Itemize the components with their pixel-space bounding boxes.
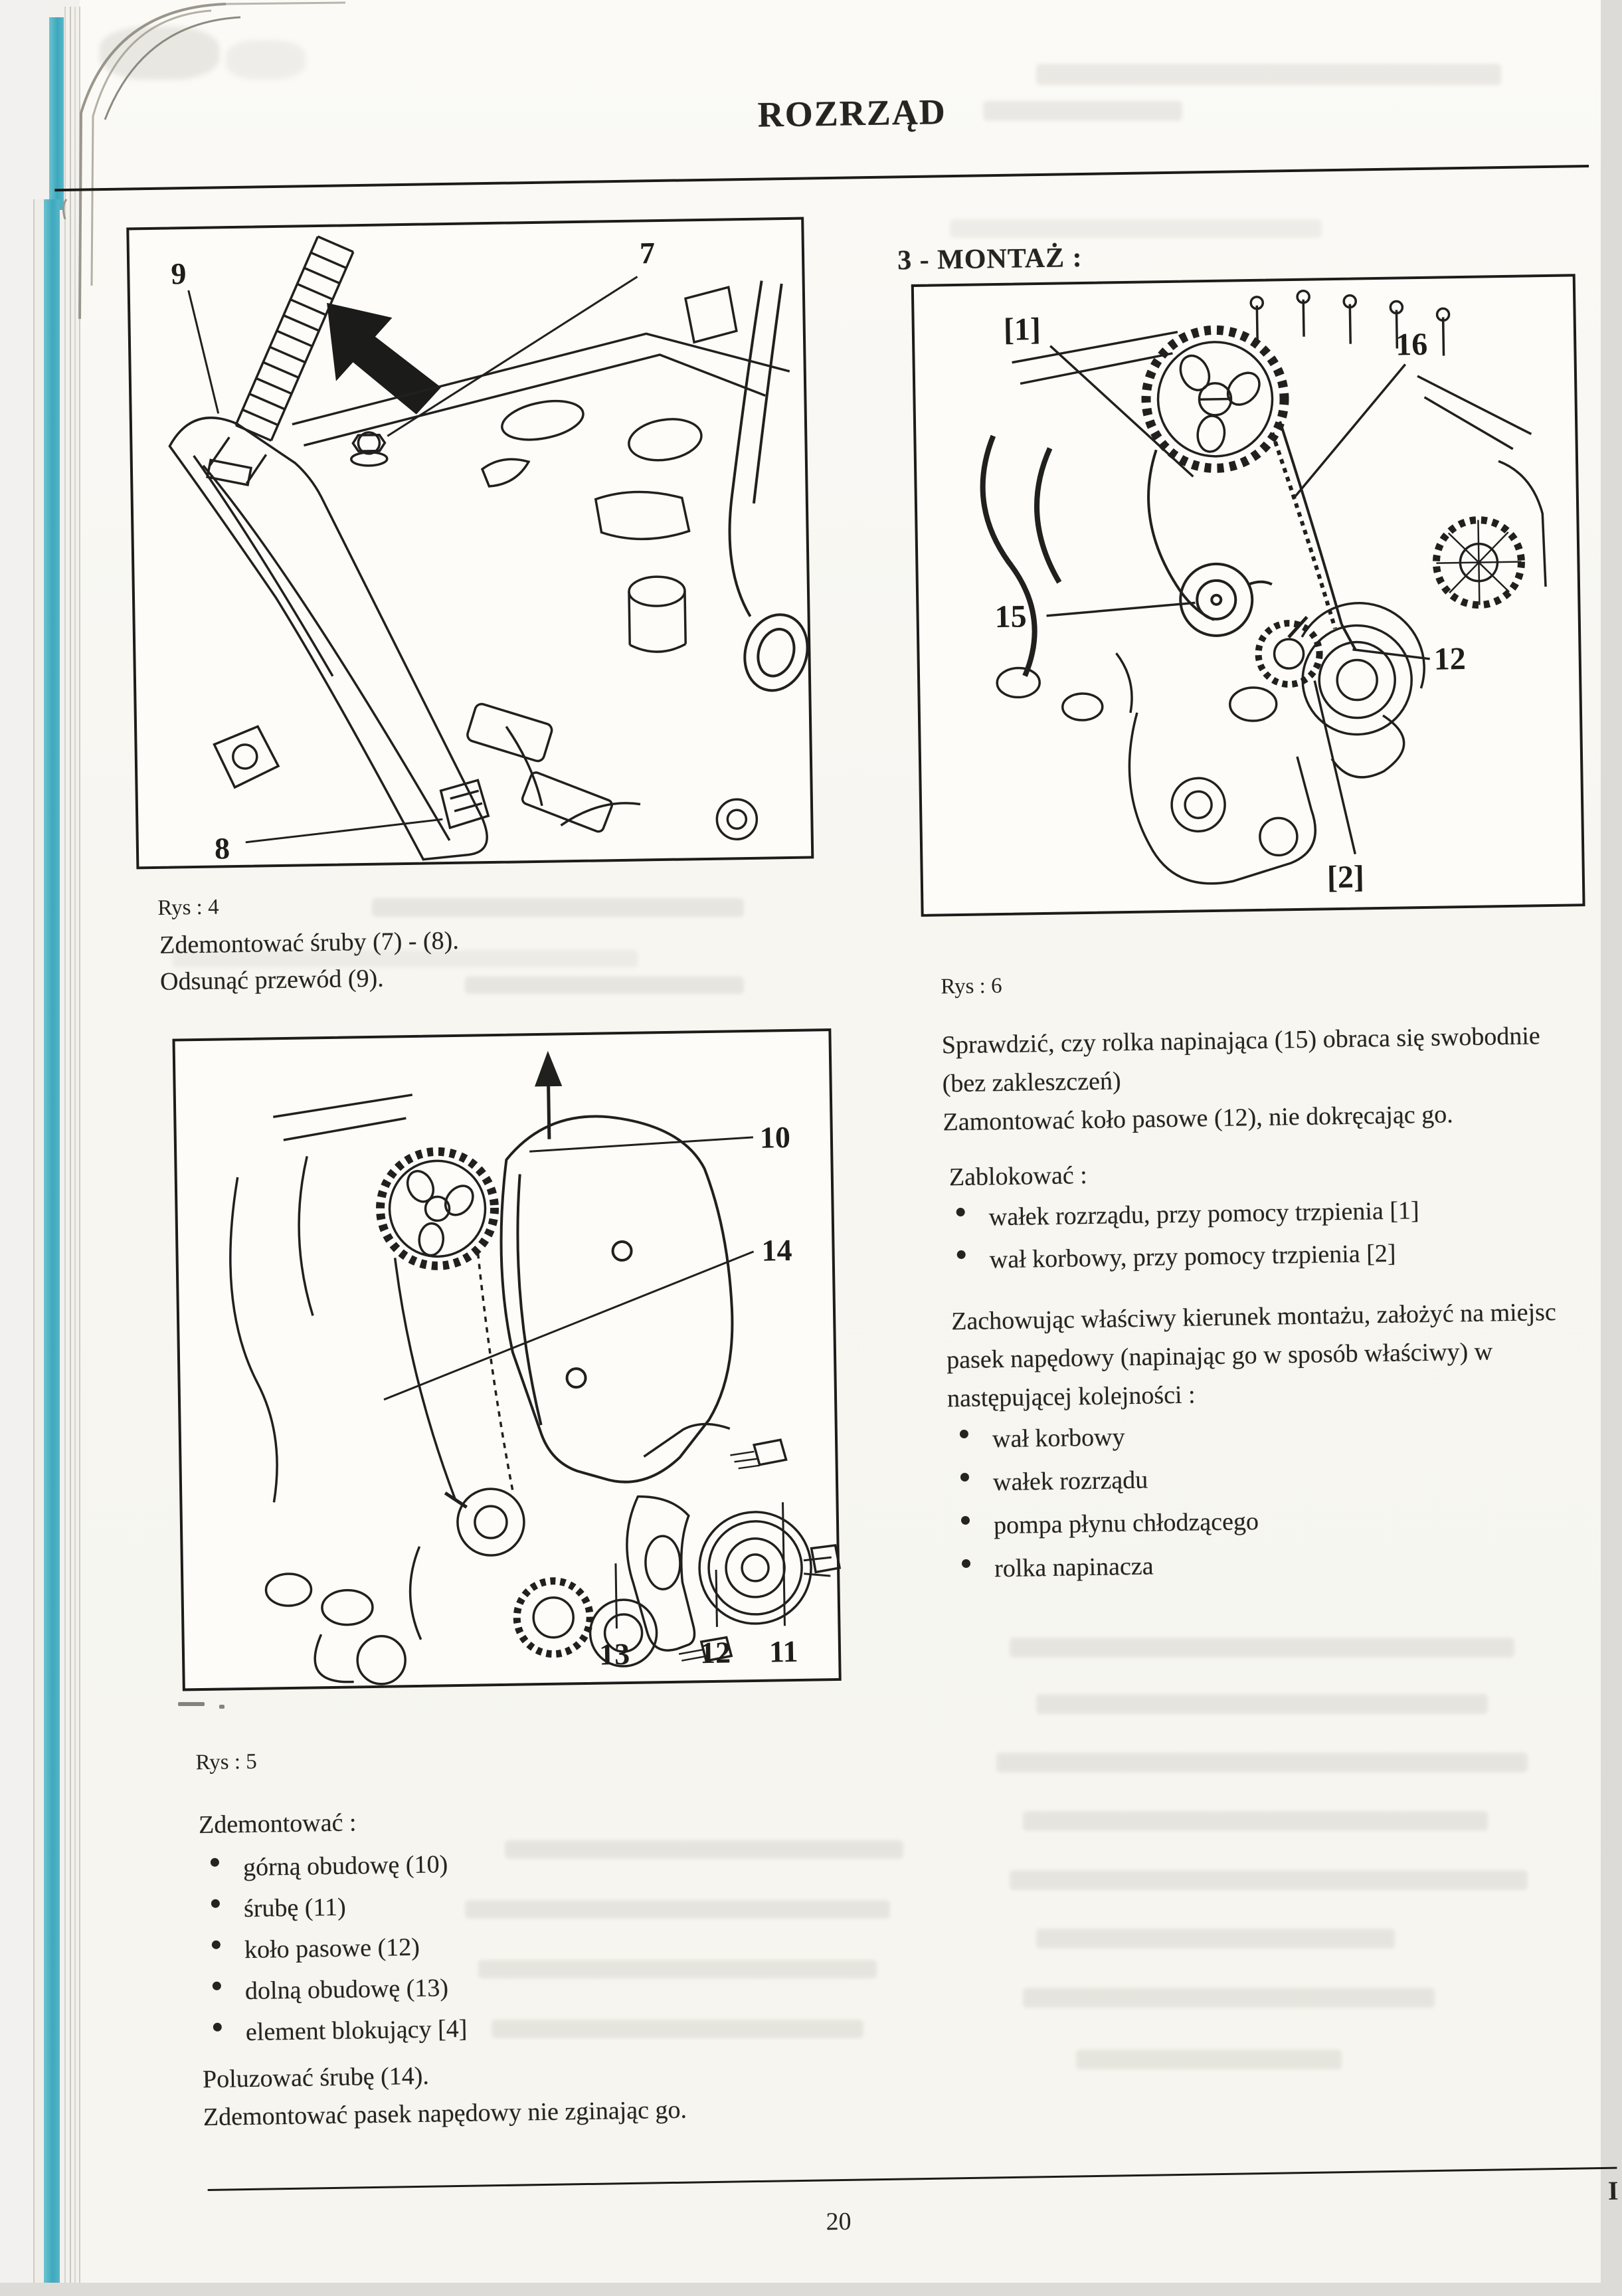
fig6-label-1: [1]: [1003, 311, 1041, 347]
list-item-label: wał korbowy, przy pomocy trzpienia [2]: [989, 1239, 1396, 1274]
fig5-instruction-line: Zdemontować pasek napędowy nie zginając go.: [203, 2095, 687, 2132]
bullet-icon: [956, 1208, 965, 1216]
bullet-icon: [962, 1559, 970, 1568]
montaz-paragraph-line: pasek napędowy (napinając go w sposób właściwy) w: [946, 1337, 1493, 1375]
list-item-label: dolną obudowę (13): [244, 1974, 449, 2006]
list-item: [960, 1422, 1125, 1454]
fig4-instruction-line: Odsunąć przewód (9).: [159, 964, 385, 996]
header-rule: [54, 165, 1589, 191]
fig6-label-2: [2]: [1326, 859, 1365, 896]
list-item: [956, 1196, 1419, 1232]
fig5-label-13: 13: [598, 1636, 630, 1672]
fig6-label-16: 16: [1395, 326, 1428, 363]
list-item-label: rolka napinacza: [994, 1552, 1154, 1583]
fig4-caption: Rys : 4: [157, 895, 219, 920]
edge-partial-letter: I: [1607, 2175, 1619, 2206]
fig6-caption: Rys : 6: [941, 973, 1002, 999]
fig4-label-7: 7: [639, 236, 656, 270]
list-item-label: wałek rozrządu, przy pomocy trzpienia [1]: [988, 1196, 1419, 1232]
list-item-label: koło pasowe (12): [244, 1933, 420, 1964]
bullet-icon: [960, 1430, 968, 1438]
bullet-icon: [960, 1473, 969, 1482]
list-item: [962, 1552, 1154, 1584]
fig5-label-12: 12: [699, 1635, 731, 1670]
lock-intro: Zablokować :: [948, 1161, 1088, 1192]
list-item: [213, 1973, 449, 2006]
fig5-caption: Rys : 5: [195, 1749, 258, 1775]
figure-rys5-belt-removal-diagram: [172, 1028, 841, 1691]
bullet-icon: [211, 1899, 220, 1908]
fig5-instruction-line: Poluzować śrubę (14).: [202, 2061, 430, 2094]
list-item: [961, 1507, 1259, 1541]
list-item-label: śrubę (11): [243, 1893, 347, 1923]
list-item: [960, 1466, 1148, 1497]
list-item-label: wałek rozrządu: [992, 1466, 1148, 1497]
fig4-instruction-line: Zdemontować śruby (7) - (8).: [159, 926, 460, 959]
list-item-label: górną obudowę (10): [242, 1850, 448, 1882]
bullet-icon: [211, 1858, 219, 1867]
list-item: [213, 2014, 468, 2048]
fig4-label-8: 8: [214, 831, 230, 866]
bullet-icon: [961, 1516, 970, 1525]
list-item: [211, 1893, 346, 1924]
fig6-label-12: 12: [1433, 640, 1467, 677]
list-item-label: element blokujący [4]: [245, 2014, 468, 2047]
montaz-paragraph-line: Zachowując właściwy kierunek montażu, założyć na miejsc: [950, 1297, 1557, 1336]
fig6-label-15: 15: [994, 599, 1028, 635]
page-title: ROZRZĄD: [757, 92, 947, 135]
bullet-icon: [213, 1982, 221, 1990]
figure-rys6-timing-belt-diagram: [911, 274, 1585, 917]
montaz-paragraph-line: Sprawdzić, czy rolka napinająca (15) obraca się swobodnie: [941, 1022, 1541, 1060]
list-item: [956, 1239, 1396, 1275]
section-heading: 3 - MONTAŻ :: [897, 242, 1083, 276]
montaz-paragraph-line: Zamontować koło pasowe (12), nie dokręcając go.: [943, 1100, 1453, 1137]
fig5-label-11: 11: [768, 1634, 798, 1669]
fig5-label-14: 14: [761, 1233, 792, 1268]
montaz-paragraph-line: następującej kolejności :: [946, 1381, 1196, 1413]
footer-rule: [208, 2167, 1617, 2191]
list-item: [211, 1850, 448, 1883]
bullet-icon: [957, 1250, 966, 1259]
bullet-icon: [213, 2023, 222, 2032]
list-item-label: pompa płynu chłodzącego: [993, 1507, 1259, 1540]
list-item: [212, 1933, 420, 1965]
page-number: 20: [826, 2207, 852, 2236]
fig5-label-10: 10: [759, 1120, 791, 1155]
figure-rys4-engine-hose-diagram: [126, 217, 814, 870]
montaz-paragraph-line: (bez zakleszczeń): [942, 1067, 1121, 1098]
list-item-label: wał korbowy: [992, 1423, 1125, 1454]
fig5-intro: Zdemontować :: [198, 1808, 357, 1840]
fig4-label-9: 9: [170, 256, 187, 291]
bullet-icon: [212, 1941, 221, 1949]
